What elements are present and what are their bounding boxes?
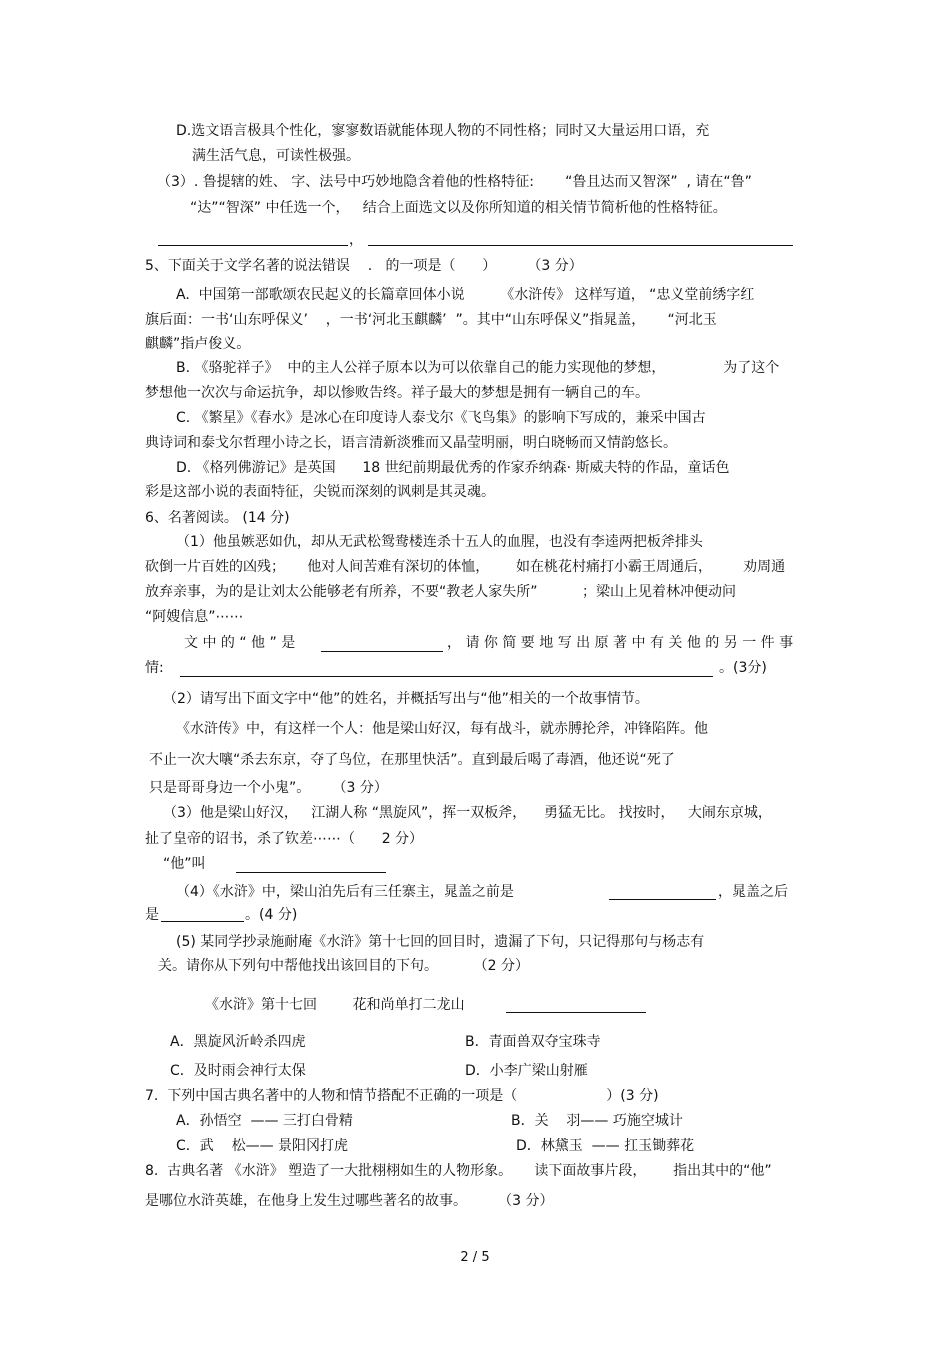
q6-p2-line4: 只是哥哥身边一个小鬼”。 （3 分） — [149, 780, 388, 796]
q6-p5-line2: 关。请你从下列句中帮他找出该回目的下句。 （2 分） — [158, 958, 529, 974]
q7-option-d: D．林黛玉 —— 扛玉锄葬花 — [516, 1138, 695, 1154]
answer-line[interactable] — [158, 245, 348, 246]
q6-p4-line2-start: 是 — [145, 907, 159, 923]
q6-p4-line1-end: ，晁盖之后 — [718, 884, 788, 900]
q6-option-d: D．小李广梁山射雁 — [465, 1063, 588, 1079]
answer-line[interactable] — [161, 921, 244, 922]
answer-line[interactable] — [236, 872, 386, 873]
q5-option-b-line1: B. 《骆驼祥子》 中的主人公祥子原本以为可以依靠自己的能力实现他的梦想， 为了这个 — [176, 360, 780, 376]
q6-p2-line3: 不止一次大嚷“杀去东京，夺了鸟位，在那里快活”。直到最后喝了毒酒，他还说“死了 — [149, 752, 675, 768]
q6-p5-couplet: 《水浒》第十七回 花和尚单打二龙山 — [205, 997, 465, 1013]
q6-option-c: C．及时雨会神行太保 — [170, 1063, 306, 1079]
q6-p4-line1-start: （4）《水浒》中，梁山泊先后有三任寨主，晁盖之前是 — [176, 884, 514, 900]
q6-p2-line1: （2）请写出下面文字中“他”的姓名，并概括写出与“他”相关的一个故事情节。 — [163, 691, 649, 707]
q4-option-d-line2: 满生活气息，可读性极强。 — [192, 148, 360, 164]
q7-option-c: C．武 松—— 景阳冈打虎 — [176, 1138, 349, 1154]
q6-p5-line1: (5) 某同学抄录施耐庵《水浒》第十七回的回目时，遗漏了下句，只记得那句与杨志有 — [176, 934, 705, 950]
answer-line[interactable] — [180, 676, 713, 677]
q6-p4-score: 。(4 分) — [245, 907, 298, 923]
q6-p1-line3: 放弃亲事，为的是让刘太公能够老有所养，不要“教老人家失所” ；梁山上见着林冲便动问 — [145, 584, 737, 600]
q6-p1-score: 。(3分) — [719, 660, 767, 676]
q6-p1-line6-start: 情: — [145, 660, 164, 676]
q5-option-a-line3: 麒麟”指卢俊义。 — [145, 336, 251, 352]
q5-option-d-line2: 彩是这部小说的表面特征，尖锐而深刻的讽刺是其灵魂。 — [145, 484, 495, 500]
q5-option-c-line1: C. 《繁星》《春水》是冰心在印度诗人泰戈尔《飞鸟集》的影响下写成的，兼采中国古 — [176, 410, 706, 426]
answer-line[interactable] — [609, 899, 716, 900]
page-number: 2 / 5 — [460, 1250, 490, 1265]
q7-option-a: A．孙悟空 —— 三打白骨精 — [176, 1113, 353, 1129]
q6-p1-line5-start: 文 中 的 “ 他 ” 是 — [184, 635, 296, 651]
q4-option-d-line1: D.选文语言极具个性化，寥寥数语就能体现人物的不同性格；同时又大量运用口语，充 — [176, 123, 710, 139]
comma: ， — [349, 232, 363, 248]
q5-option-a-line1: A. 中国第一部歌颂农民起义的长篇章回体小说 《水浒传》 这样写道， “忠义堂前绣字红 — [176, 287, 755, 303]
q5-stem: 5、下面关于文学名著的说法错误 . 的一项是（ ） （3 分） — [145, 258, 583, 274]
q6-option-a: A．黑旋风沂岭杀四虎 — [170, 1034, 306, 1050]
q6-p1-line1: （1）他虽嫉恶如仇，却从无武松鸳鸯楼连杀十五人的血腥，也没有李逵两把板斧排头 — [176, 534, 703, 550]
q5-option-c-line2: 典诗词和泰戈尔哲理小诗之长，语言清新淡雅而又晶莹明丽，明白晓畅而又情韵悠长。 — [145, 435, 677, 451]
q6-p3-line2: 扯了皇帝的诏书，杀了钦差⋯⋯（ 2 分） — [145, 831, 424, 847]
q4-sub3-line1: （3）. 鲁提辖的姓、 字、法号中巧妙地隐含着他的性格特征: “鲁且达而又智深” , 请在“鲁” — [157, 174, 752, 190]
q5-option-d-line1: D. 《格列佛游记》是英国 18 世纪前期最优秀的作家乔纳森· 斯威夫特的作品，童话色 — [176, 460, 730, 476]
answer-line[interactable] — [506, 1012, 646, 1013]
q5-option-b-line2: 梦想他一次次与命运抗争，却以惨败告终。祥子最大的梦想是拥有一辆自己的车。 — [145, 385, 649, 401]
q6-p3-line3: “他”叫 — [163, 856, 206, 872]
q6-p1-line4: “阿嫂信息”⋯⋯ — [145, 609, 244, 625]
answer-line[interactable] — [321, 651, 443, 652]
q4-sub3-line2: “达”“智深” 中任选一个， 结合上面选文以及你所知道的相关情节简析他的性格特征。 — [190, 200, 727, 216]
q7-option-b: B．关 羽—— 巧施空城计 — [511, 1113, 683, 1129]
q6-p2-line2: 《水浒传》中，有这样一个人：他是梁山好汉，每有战斗，就赤膊抡斧，冲锋陷阵。他 — [176, 721, 708, 737]
q6-p3-line1: （3）他是梁山好汉， 江湖人称 “黑旋风”，挥一双板斧， 勇猛无比。 找按时， 大闹东京城， — [163, 805, 772, 821]
q6-p1-line5-end: ， 请 你 简 要 地 写 出 原 著 中 有 关 他 的 另 一 件 事 — [447, 635, 794, 651]
q8-stem-line1: 8. 古典名著 《水浒》 塑造了一大批栩栩如生的人物形象。 读下面故事片段， 指出其中的“他” — [145, 1163, 772, 1179]
answer-line[interactable] — [368, 245, 793, 246]
q8-stem-line2: 是哪位水浒英雄，在他身上发生过哪些著名的故事。 （3 分） — [145, 1193, 554, 1209]
q6-option-b: B．青面兽双夺宝珠寺 — [465, 1034, 601, 1050]
q6-stem: 6、名著阅读。 (14 分) — [145, 510, 290, 526]
q6-p1-line2: 砍倒一片百姓的凶残； 他对人间苦难有深切的体恤， 如在桃花村痛打小霸王周通后， 劝周通 — [145, 559, 786, 575]
q5-option-a-line2: 旗后面：一书‘山东呼保义’ ，一书‘河北玉麒麟’ ”。其中“山东呼保义”指晁盖， “河北玉 — [145, 312, 717, 328]
q7-stem: 7. 下列中国古典名著中的人物和情节搭配不正确的一项是（ ）(3 分) — [145, 1088, 659, 1104]
